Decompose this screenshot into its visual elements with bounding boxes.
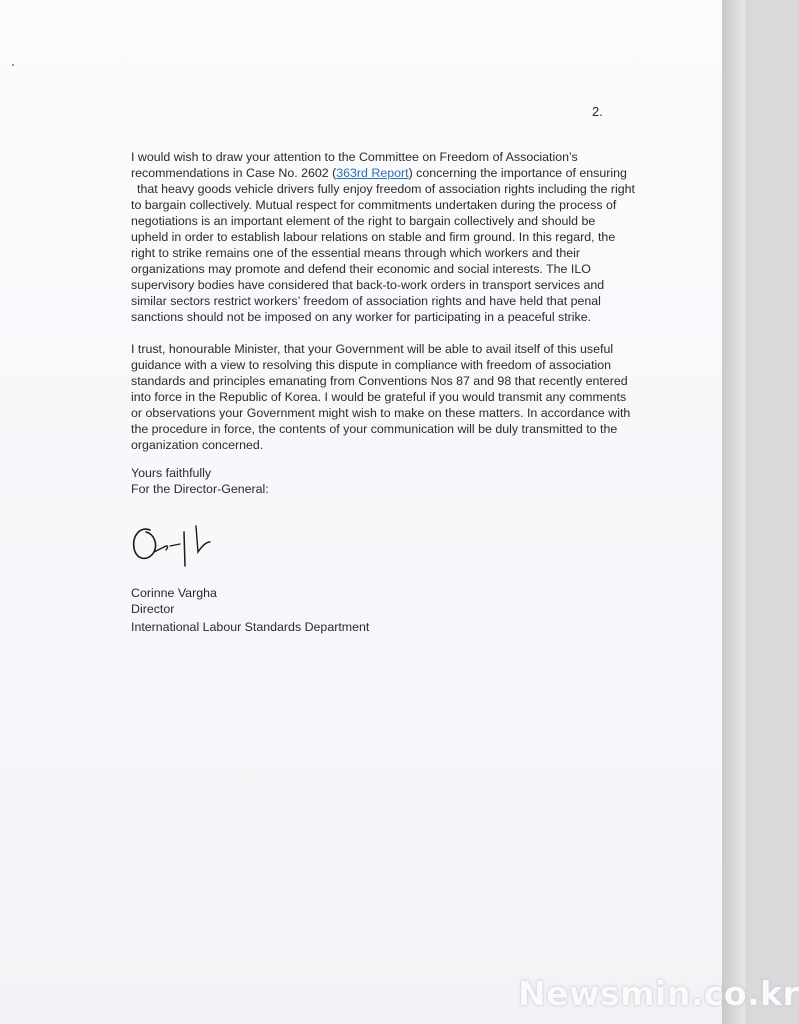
line-prefix: recommendations in Case No. 2602 ( <box>131 166 337 180</box>
paragraph-line: organizations may promote and defend their economic and social interests. The ILO <box>131 262 591 276</box>
paragraph-line: I would wish to draw your attention to the Committee on Freedom of Association’s <box>131 150 578 164</box>
paragraph-committee-recommendations <box>131 149 641 325</box>
scan-speck <box>12 64 14 66</box>
paragraph-line: right to strike remains one of the essential means through which workers and their <box>131 246 581 260</box>
paragraph-line-with-link <box>131 165 641 181</box>
watermark-logo: Newsmin.co.kr <box>518 974 799 1013</box>
line-suffix: ) concerning the importance of ensuring <box>408 166 627 180</box>
paragraph-line: guidance with a view to resolving this dispute in compliance with freedom of association <box>131 358 612 372</box>
paragraph-line: standards and principles emanating from Conventions Nos 87 and 98 that recently entered <box>131 374 628 388</box>
closing-for-line: For the Director-General: <box>131 482 269 496</box>
signatory-name: Corinne Vargha <box>131 586 217 600</box>
paragraph-line: supervisory bodies have considered that back-to-work orders in transport services and <box>131 278 605 292</box>
handwritten-signature <box>128 512 228 568</box>
scan-edge <box>722 0 745 1024</box>
signatory-department: International Labour Standards Department <box>131 620 370 634</box>
paragraph-minister-request <box>131 341 641 453</box>
paragraph-line: upheld in order to establish labour relations on stable and firm ground. In this regard, the <box>131 230 616 244</box>
paragraph-line: negotiations is an important element of the right to bargain collectively and should be <box>131 214 596 228</box>
paragraph-line: I trust, honourable Minister, that your Government will be able to avail itself of this useful <box>131 342 614 356</box>
paragraph-line: that heavy goods vehicle drivers fully enjoy freedom of association rights including the right <box>137 182 635 196</box>
paragraph-line: the procedure in force, the contents of your communication will be duly transmitted to the <box>131 422 618 436</box>
closing-salutation: Yours faithfully <box>131 466 212 480</box>
report-link[interactable]: 363rd Report <box>336 166 409 180</box>
paragraph-line: or observations your Government might wish to make on these matters. In accordance with <box>131 406 631 420</box>
signatory-title: Director <box>131 602 175 616</box>
paragraph-line: into force in the Republic of Korea. I would be grateful if you would transmit any comments <box>131 390 627 404</box>
paragraph-line: to bargain collectively. Mutual respect for commitments undertaken during the process of <box>131 198 617 212</box>
paragraph-line: organization concerned. <box>131 438 264 452</box>
paragraph-line: similar sectors restrict workers’ freedom of association rights and have held that penal <box>131 294 601 308</box>
paragraph-line: sanctions should not be imposed on any worker for participating in a peaceful strike. <box>131 310 592 324</box>
page-number: 2. <box>592 104 603 119</box>
